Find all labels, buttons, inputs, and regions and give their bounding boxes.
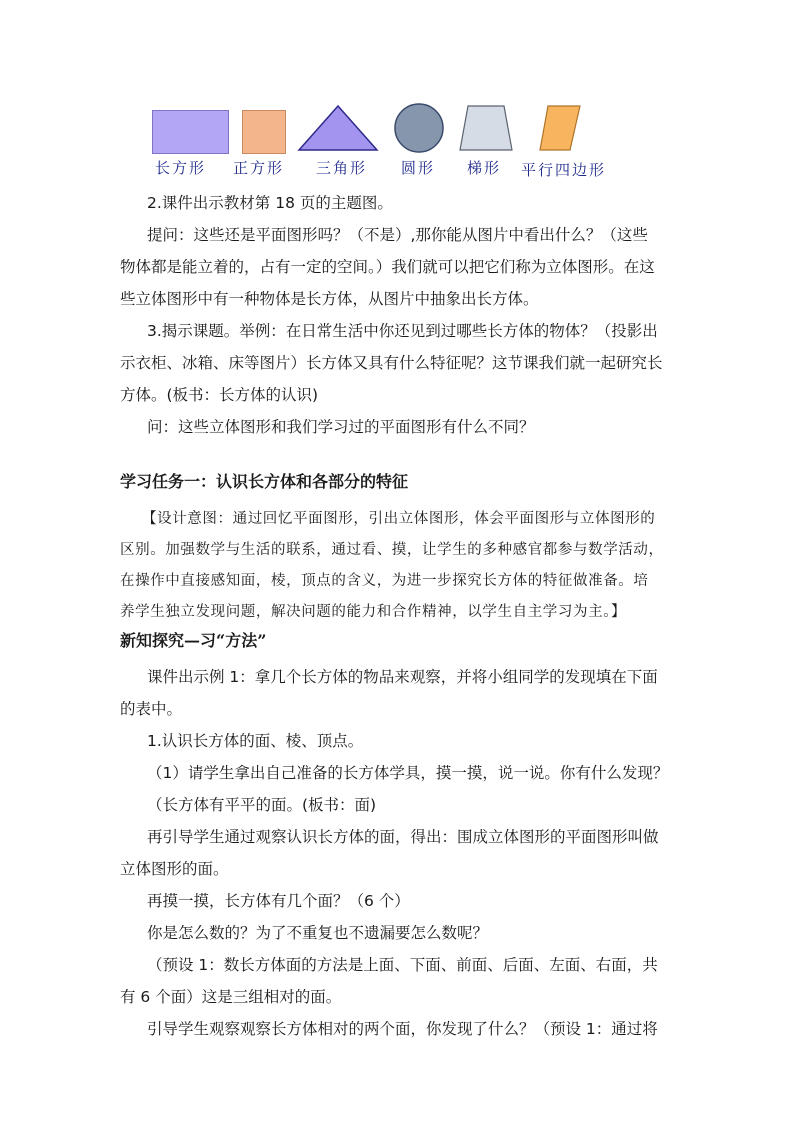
square-label: 正方形	[233, 159, 285, 177]
text-line: 2.课件出示教材第 18 页的主题图。	[147, 194, 393, 212]
triangle-shape	[297, 104, 379, 152]
text-line: 方体。(板书：长方体的认识)	[120, 386, 319, 404]
circle-label: 圆形	[401, 159, 436, 177]
text-line: 3.揭示课题。举例：在日常生活中你还见到过哪些长方体的物体？（投影出	[147, 322, 658, 340]
square-shape	[242, 110, 286, 154]
rectangle-shape	[152, 110, 229, 154]
text-line: 你是怎么数的？为了不重复也不遗漏要怎么数呢？	[147, 924, 489, 942]
rectangle-label: 长方形	[155, 159, 207, 177]
text-line: （预设 1：数长方体面的方法是上面、下面、前面、后面、左面、右面，共	[147, 956, 658, 974]
text-line: 些立体图形中有一种物体是长方体，从图片中抽象出长方体。	[120, 290, 539, 308]
design-intent-line: 养学生独立发现问题，解决问题的能力和合作精神，以学生自主学习为主。】	[120, 604, 627, 620]
trapezoid-label: 梯形	[467, 159, 502, 177]
circle-shape	[393, 102, 445, 154]
design-intent-line: 【设计意图：通过回忆平面图形，引出立体图形，体会平面图形与立体图形的	[142, 511, 656, 527]
text-line: 示衣柜、冰箱、床等图片）长方体又具有什么特征呢？这节课我们就一起研究长	[120, 354, 663, 372]
text-line: 立体图形的面。	[120, 860, 229, 878]
design-intent-line: 区别。加强数学与生活的联系，通过看、摸，让学生的多种感官都参与数学活动，	[120, 542, 664, 558]
parallelogram-shape	[538, 104, 582, 152]
parallelogram-label: 平行四边形	[521, 161, 607, 179]
text-line: 的表中。	[120, 700, 183, 718]
text-line: 有 6 个面）这是三组相对的面。	[120, 988, 342, 1006]
text-line: 1.认识长方体的面、棱、顶点。	[147, 732, 364, 750]
text-line: （长方体有平平的面。(板书：面)	[147, 796, 377, 814]
design-intent-line: 在操作中直接感知面，棱，顶点的含义，为进一步探究长方体的特征做准备。培	[120, 573, 649, 589]
text-line: 课件出示例 1：拿几个长方体的物品来观察，并将小组同学的发现填在下面	[147, 668, 658, 686]
text-line: 物体都是能立着的，占有一定的空间。）我们就可以把它们称为立体图形。在这	[120, 258, 655, 276]
triangle-label: 三角形	[316, 159, 368, 177]
text-line: 提问：这些还是平面图形吗？（不是）,那你能从图片中看出什么？（这些	[147, 226, 648, 244]
text-line: 引导学生观察观察长方体相对的两个面，你发现了什么？（预设 1：通过将	[147, 1020, 658, 1038]
text-line: 问：这些立体图形和我们学习过的平面图形有什么不同？	[147, 418, 535, 436]
trapezoid-shape	[458, 104, 514, 152]
text-line: 再摸一摸，长方体有几个面？（6 个）	[147, 892, 410, 910]
text-line: 再引导学生通过观察认识长方体的面，得出：围成立体图形的平面图形叫做	[147, 828, 659, 846]
explore-heading: 新知探究—习“方法”	[120, 631, 267, 650]
task-heading: 学习任务一：认识长方体和各部分的特征	[120, 472, 409, 491]
text-line: （1）请学生拿出自己准备的长方体学具，摸一摸，说一说。你有什么发现？	[147, 764, 669, 782]
